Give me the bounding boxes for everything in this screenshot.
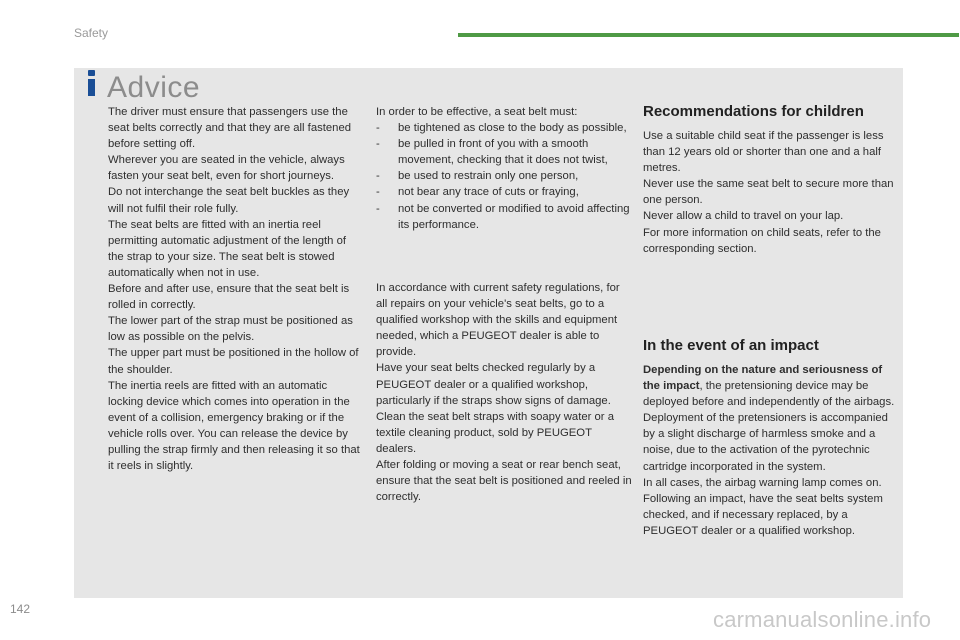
paragraph: Do not interchange the seat belt buckles as they will not fulfil their role fully. [108,186,350,215]
paragraph: The upper part must be positioned in the hollow of the shoulder. [108,347,359,376]
paragraph: In all cases, the airbag warning lamp comes on. [643,476,882,489]
paragraph: The driver must ensure that passengers use the seat belts correctly and that they are all fastened before setting off. [108,106,352,151]
impact-lead-rest: , the pretensioning device may be deployed before and independently of the airbags. Deployment of the pretensioners is accompanied by a slight discharge of harmless smoke and a noise, due to the activation of the pyrotechnic cartridge incorporated in the system. [643,380,895,473]
list-item: - be tightened as close to the body as possible, [376,120,634,136]
advice-column-1 [108,104,363,474]
list-item: - not bear any trace of cuts or fraying, [376,184,634,200]
paragraph: Before and after use, ensure that the seat belt is rolled in correctly. [108,283,350,312]
info-icon-stem [88,79,95,96]
impact-section [643,362,897,539]
paragraph: Clean the seat belt straps with soapy water or a textile cleaning product, sold by PEUGEOT dealers. [376,410,614,455]
section-label: Safety [74,26,109,40]
children-heading: Recommendations for children [643,103,864,120]
list-item: - be pulled in front of you with a smooth movement, checking that it does not twist, [376,136,634,168]
info-icon-dot [88,70,95,76]
paragraph: Never use the same seat belt to secure more than one person. [643,178,894,207]
paragraph: After folding or moving a seat or rear bench seat, ensure that the seat belt is positioned and reeled in correctly. [376,459,632,504]
list-item-text: be pulled in front of you with a smooth movement, checking that it does not twist, [398,138,608,167]
list-item-text: be tightened as close to the body as possible, [398,122,627,135]
list-item-text: not bear any trace of cuts or fraying, [398,186,579,199]
paragraph: Following an impact, have the seat belts system checked, and if necessary replaced, by a PEUGEOT dealer or a qualified workshop. [643,492,883,537]
info-icon [84,70,98,96]
advice-title: Advice [107,71,201,104]
section-rule [458,33,959,37]
children-section [643,128,897,257]
list-item: - be used to restrain only one person, [376,168,634,184]
page-number: 142 [10,602,31,616]
list-intro: In order to be effective, a seat belt must: [376,106,578,118]
advice-column-2-paragraphs [376,280,634,505]
advice-column-2-list [376,104,634,233]
paragraph: Use a suitable child seat if the passenger is less than 12 years old or shorter than one and a half metres. [643,130,884,175]
paragraph: Wherever you are seated in the vehicle, always fasten your seat belt, even for short journeys. [108,154,345,183]
list-item-text: be used to restrain only one person, [398,170,579,183]
list-item-text: not be converted or modified to avoid affecting its performance. [398,202,630,231]
impact-heading: In the event of an impact [643,337,819,354]
watermark: carmanualsonline.info [713,607,932,632]
impact-lead [643,362,897,475]
paragraph: The lower part of the strap must be positioned as low as possible on the pelvis. [108,315,353,344]
paragraph: For more information on child seats, refer to the corresponding section. [643,226,881,255]
paragraph: In accordance with current safety regulations, for all repairs on your vehicle's seat belts, go to a qualified workshop with the skills and equipment needed, which a PEUGEOT dealer is able to provide. [376,282,620,359]
paragraph: Never allow a child to travel on your lap. [643,210,844,223]
impact-lead-bold: Depending on the nature and seriousness of the impact [643,364,883,393]
paragraph: The inertia reels are fitted with an automatic locking device which comes into operation in the event of a collision, emergency braking or if the vehicle rolls over. You can release the device by pulling the strap firmly and then releasing it so that it reels in slightly. [108,379,360,473]
list-item: - not be converted or modified to avoid affecting its performance. [376,201,634,233]
paragraph: Have your seat belts checked regularly by a PEUGEOT dealer or a qualified workshop, particularly if the straps show signs of damage. [376,362,611,407]
paragraph: The seat belts are fitted with an inertia reel permitting automatic adjustment of the length of the strap to your size. The seat belt is stowed automatically when not in use. [108,218,346,279]
